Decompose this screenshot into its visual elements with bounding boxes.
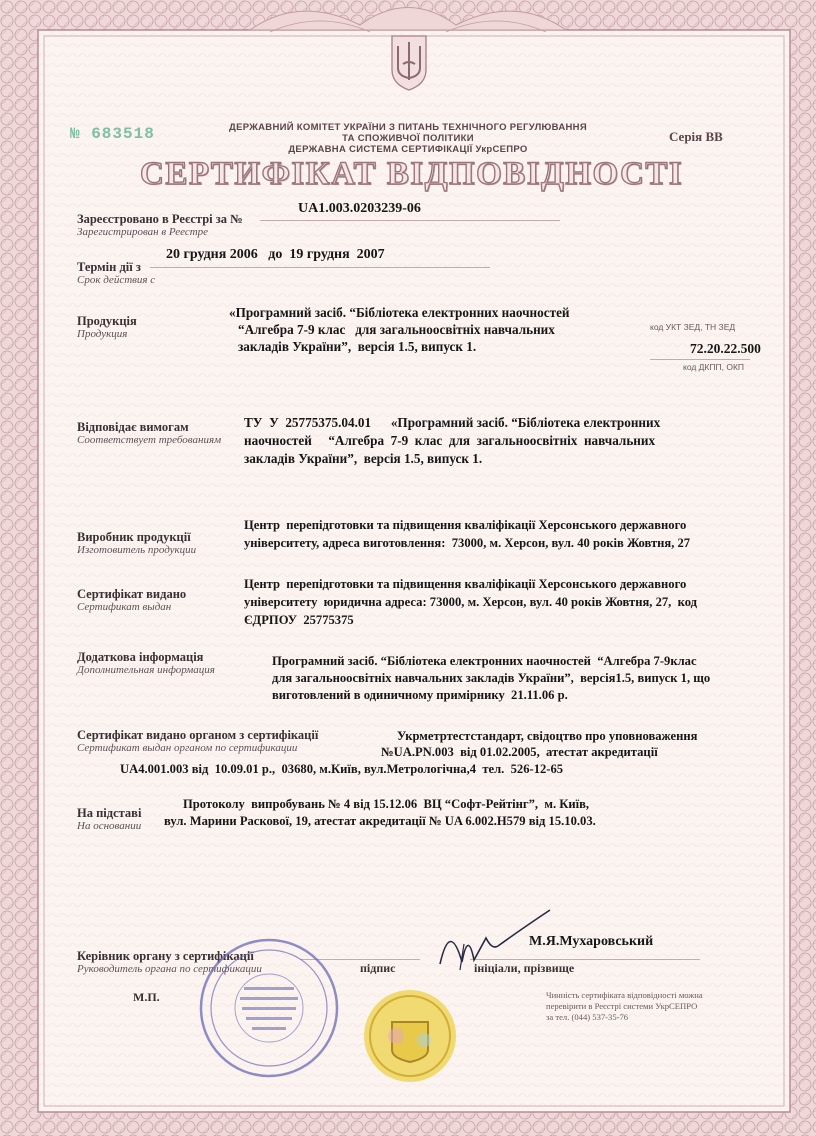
round-stamp	[196, 935, 342, 1081]
issuer-line-3: ДЕРЖАВНА СИСТЕМА СЕРТИФІКАЦІЇ УкрСЕПРО	[288, 144, 528, 155]
head-name: М.Я.Мухаровський	[529, 934, 654, 949]
product-code-underline	[650, 359, 750, 360]
cert-body-line-2: №UA.PN.003 від 01.02.2005, атестат акредитації	[381, 745, 658, 759]
hologram-sticker	[362, 988, 458, 1084]
basis-line-1: Протоколу випробувань № 4 від 15.12.06 ВЦ “Софт-Рейтінг”, м. Київ,	[183, 797, 590, 811]
handwritten-signature	[400, 900, 560, 980]
product-line-1: «Програмний засіб. “Бібліотека електронних наочностей	[229, 305, 570, 320]
requirements-line-3: закладів України”, версія 1.5, випуск 1.	[244, 451, 483, 466]
registry-label: Зареєстровано в Реєстрі за №	[77, 212, 243, 226]
basis-label: На підставі	[77, 806, 142, 820]
head-label-ru: Руководитель органа по сертификации	[77, 963, 262, 975]
trident-emblem	[388, 32, 430, 92]
cert-body-label-ru: Сертификат выдан органом по сертификации	[77, 742, 298, 754]
requirements-label: Відповідає вимогам	[77, 420, 189, 434]
manufacturer-label-ru: Изготовитель продукции	[77, 544, 197, 556]
additional-info-label: Додаткова інформація	[77, 650, 204, 664]
term-underline	[150, 267, 490, 268]
product-line-2: “Алгебра 7-9 клас для загальноосвітніх навчальних	[238, 322, 555, 337]
registry-underline	[260, 220, 560, 221]
additional-info-line-2: для загальноосвітніх навчальних закладів України”, версія1.5, випуск 1, що	[272, 671, 711, 685]
manufacturer-label: Виробник продукції	[77, 530, 191, 544]
validity-note-line-2: перевірити в Реєстрі системи УкрСЕПРО	[546, 1001, 698, 1011]
initials-caption: ініціали, прізвище	[474, 961, 575, 975]
product-code-label-bottom: код ДКПП, ОКП	[683, 362, 744, 372]
product-label: Продукція	[77, 314, 137, 328]
validity-note-line-1: Чинність сертифіката відповідності можна	[546, 990, 703, 1000]
signature-caption: підпис	[360, 961, 396, 975]
issued-to-label: Сертифікат видано	[77, 587, 187, 601]
product-label-ru: Продукция	[77, 328, 128, 340]
cert-body-line-3: UA4.001.003 від 10.09.01 р., 03680, м.Київ, вул.Метрологічна,4 тел. 526-12-65	[120, 762, 564, 776]
head-label: Керівник органу з сертифікації	[77, 949, 254, 963]
seal-place-label: М.П.	[133, 990, 160, 1004]
requirements-line-2: наочностей “Алгебра 7-9 клас для загальноосвітніх навчальних	[244, 433, 656, 448]
issued-to-line-1: Центр перепідготовки та підвищення кваліфікації Херсонського державного	[244, 577, 687, 591]
additional-info-line-3: виготовлений в одиничному примірнику 21.11.06 р.	[272, 688, 568, 702]
issued-to-line-2: університету юридична адреса: 73000, м. Херсон, вул. 40 років Жовтня, 27, код	[244, 595, 698, 609]
validity-note-line-3: за тел. (044) 537-35-76	[546, 1012, 629, 1022]
product-code-value: 72.20.22.500	[690, 341, 761, 356]
term-label: Термін дії з	[77, 260, 141, 274]
manufacturer-line-2: університету, адреса виготовлення: 73000, м. Херсон, вул. 40 років Жовтня, 27	[244, 536, 691, 550]
certificate-title: СЕРТИФІКАТ ВІДПОВІДНОСТІ	[140, 156, 684, 192]
product-code-label-top: код УКТ ЗЕД, ТН ЗЕД	[650, 322, 736, 332]
product-line-3: закладів України”, версія 1.5, випуск 1.	[238, 339, 477, 354]
certificate-number: № 683518	[70, 125, 155, 143]
additional-info-label-ru: Дополнительная информация	[77, 664, 215, 676]
basis-label-ru: На основании	[77, 820, 142, 832]
issued-to-label-ru: Сертификат выдан	[77, 601, 172, 613]
registry-label-ru: Зарегистрирован в Реестре	[77, 226, 209, 238]
additional-info-line-1: Програмний засіб. “Бібліотека електронних наочностей “Алгебра 7-9клас	[272, 654, 697, 668]
validity-note	[546, 990, 703, 1023]
basis-line-2: вул. Марини Раскової, 19, атестат акредитації № UA 6.002.Н579 від 15.10.03.	[164, 814, 596, 828]
manufacturer-line-1: Центр перепідготовки та підвищення кваліфікації Херсонського державного	[244, 518, 687, 532]
requirements-label-ru: Соответствует требованиям	[77, 434, 222, 446]
term-value: 20 грудня 2006 до 19 грудня 2007	[166, 247, 385, 262]
issuer-line-1: ДЕРЖАВНИЙ КОМІТЕТ УКРАЇНИ З ПИТАНЬ ТЕХНІЧНОГО РЕГУЛЮВАННЯ	[229, 122, 587, 133]
term-label-ru: Срок действия с	[77, 274, 156, 286]
requirements-line-1: ТУ У 25775375.04.01 «Програмний засіб. “Бібліотека електронних	[244, 415, 661, 430]
registry-number: UA1.003.0203239-06	[298, 201, 421, 216]
series-label: Серія ВВ	[669, 129, 723, 144]
cert-body-label: Сертифікат видано органом з сертифікації	[77, 728, 319, 742]
issuer-line-2: ТА СПОЖИВЧОЇ ПОЛІТИКИ	[342, 133, 474, 144]
cert-body-line-1: Укрметртестстандарт, свідоцтво про уповноваження	[397, 729, 698, 743]
issued-to-line-3: ЄДРПОУ 25775375	[244, 613, 354, 627]
